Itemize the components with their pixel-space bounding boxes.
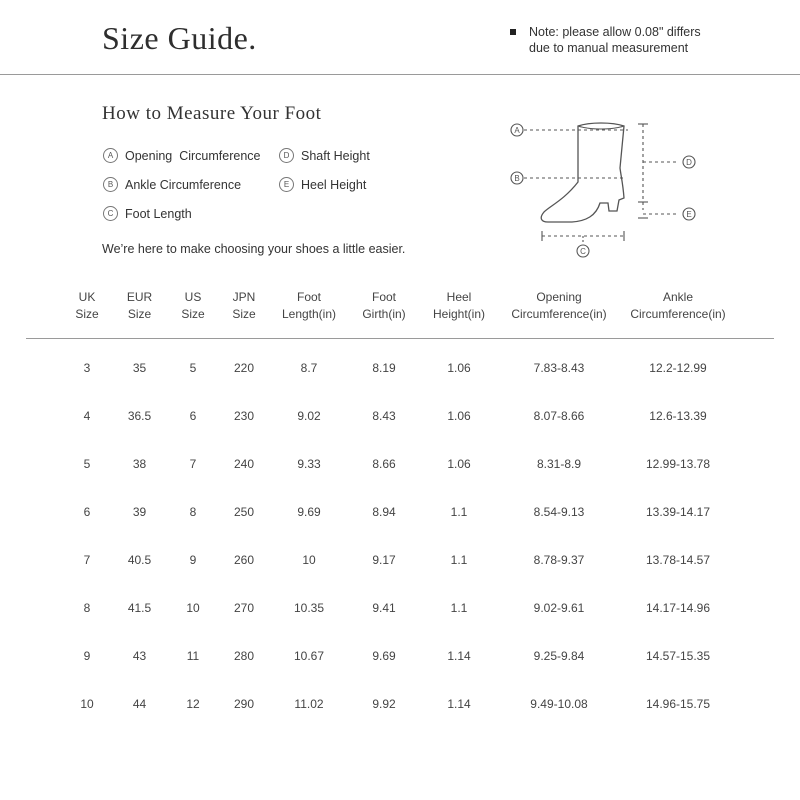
table-cell-heel-height: 1.06 [447,409,471,423]
table-row [62,440,737,488]
table-row [62,392,737,440]
table-cell-us-size: 10 [186,601,200,615]
table-cell-ankle-circumference: 14.57-15.35 [645,649,711,663]
table-cell-uk-size: 5 [83,457,91,471]
table-cell-foot-length: 9.69 [297,505,321,519]
table-cell-opening-circumference: 9.25-9.84 [533,649,585,663]
table-cell-foot-girth: 9.92 [372,697,396,711]
table-cell-heel-height: 1.06 [447,457,471,471]
table-cell-foot-length: 9.33 [297,457,321,471]
column-header-line: Girth(in) [362,307,406,321]
header-divider [0,74,800,75]
column-header-line: Length(in) [281,307,337,321]
table-cell-opening-circumference: 8.07-8.66 [533,409,585,423]
table-cell-jpn-size: 220 [233,361,255,375]
table-cell-jpn-size: 260 [233,553,255,567]
column-header-line: EUR [126,290,153,304]
legend-label: Opening Circumference [125,148,261,163]
table-cell-us-size: 11 [186,649,200,663]
legend-label: Heel Height [301,177,367,192]
table-row [62,336,737,392]
table-cell-opening-circumference: 7.83-8.43 [533,361,585,375]
column-header-line: Heel [446,290,472,304]
legend-item-heel [279,177,366,192]
table-cell-jpn-size: 230 [233,409,255,423]
table-cell-ankle-circumference: 14.96-15.75 [645,697,711,711]
table-cell-opening-circumference: 8.54-9.13 [533,505,585,519]
table-cell-uk-size: 8 [83,601,91,615]
table-cell-jpn-size: 240 [233,457,255,471]
table-cell-us-size: 6 [189,409,197,423]
table-cell-foot-length: 10 [302,553,316,567]
table-cell-uk-size: 3 [83,361,91,375]
table-cell-uk-size: 6 [83,505,91,519]
table-cell-opening-circumference: 9.49-10.08 [530,697,588,711]
table-cell-heel-height: 1.14 [447,649,471,663]
legend-letter-e: E [279,177,294,192]
note-line-2: due to manual measurement [529,41,689,55]
table-cell-uk-size: 7 [83,553,91,567]
table-cell-opening-circumference: 8.31-8.9 [536,457,582,471]
column-header-line: Size [75,307,99,321]
table-cell-uk-size: 9 [83,649,91,663]
table-cell-heel-height: 1.14 [447,697,471,711]
table-cell-foot-length: 10.35 [293,601,325,615]
column-header-line: Foot [296,290,321,304]
table-cell-ankle-circumference: 12.99-13.78 [645,457,711,471]
column-header-jpn-size [219,289,269,336]
table-cell-eur-size: 40.5 [127,553,152,567]
table-cell-foot-length: 8.7 [300,361,318,375]
table-header [62,289,737,336]
table-cell-foot-girth: 9.69 [372,649,396,663]
page-title: Size Guide. [102,20,257,56]
table-cell-foot-girth: 8.66 [372,457,396,471]
table-body [62,336,737,728]
table-cell-eur-size: 43 [132,649,147,663]
column-header-foot-length [269,289,349,336]
table-cell-heel-height: 1.1 [450,553,468,567]
legend-label: Foot Length [125,206,192,221]
column-header-line: JPN [232,290,256,304]
legend-letter-d: D [279,148,294,163]
table-cell-eur-size: 38 [132,457,147,471]
table-cell-jpn-size: 250 [233,505,255,519]
column-header-line: Size [127,307,152,321]
table-cell-foot-girth: 9.17 [372,553,396,567]
column-header-line: Circumference(in) [511,307,607,321]
table-row [62,632,737,680]
table-row [62,584,737,632]
size-table [62,289,737,728]
table-row [62,680,737,728]
table-cell-foot-girth: 8.43 [372,409,396,423]
table-cell-ankle-circumference: 14.17-14.96 [645,601,711,615]
column-header-heel-height [419,289,499,336]
table-cell-foot-girth: 9.41 [372,601,396,615]
column-header-foot-girth [349,289,419,336]
table-cell-ankle-circumference: 13.78-14.57 [645,553,711,567]
square-bullet-icon [510,29,516,35]
table-cell-heel-height: 1.1 [450,601,468,615]
table-cell-us-size: 5 [189,361,197,375]
table-cell-uk-size: 4 [83,409,91,423]
diagram-label-c: C [580,247,586,256]
column-header-line: Size [181,307,205,321]
measurement-note [510,24,770,56]
table-cell-jpn-size: 270 [233,601,255,615]
table-cell-ankle-circumference: 12.2-12.99 [649,361,707,375]
legend-item-foot-length [103,206,192,221]
legend-item-ankle [103,177,241,192]
table-cell-uk-size: 10 [80,697,94,711]
table-cell-opening-circumference: 8.78-9.37 [533,553,585,567]
diagram-label-a: A [514,126,520,135]
legend-label: Ankle Circumference [125,177,242,192]
header-row [62,289,737,336]
table-cell-ankle-circumference: 13.39-14.17 [645,505,711,519]
table-cell-us-size: 7 [189,457,197,471]
table-cell-foot-length: 10.67 [293,649,325,663]
table-row [62,536,737,584]
column-header-line: US [184,290,202,304]
column-header-line: Foot [371,290,396,304]
table-cell-heel-height: 1.1 [450,505,468,519]
column-header-line: Ankle [662,290,694,304]
column-header-opening-circumference [499,289,619,336]
section-title: How to Measure Your Foot [102,103,322,124]
table-row [62,488,737,536]
table-cell-foot-length: 11.02 [294,697,324,711]
table-cell-eur-size: 35 [132,361,147,375]
legend-letter-c: C [103,206,118,221]
column-header-uk-size [62,289,112,336]
tagline: We’re here to make choosing your shoes a little easier. [102,242,406,256]
table-cell-eur-size: 44 [132,697,147,711]
legend-label: Shaft Height [301,148,370,163]
table-cell-eur-size: 41.5 [127,601,152,615]
diagram-label-e: E [686,210,692,219]
column-header-line: Opening [536,290,582,304]
legend-item-shaft [279,148,370,163]
column-header-us-size [167,289,219,336]
column-header-ankle-circumference [619,289,737,336]
column-header-eur-size [112,289,167,336]
table-cell-jpn-size: 280 [233,649,255,663]
table-cell-opening-circumference: 9.02-9.61 [533,601,585,615]
boot-measurement-diagram [500,110,710,262]
table-cell-jpn-size: 290 [233,697,255,711]
column-header-line: Circumference(in) [630,307,726,321]
column-header-line: Size [232,307,256,321]
diagram-label-d: D [686,158,692,167]
table-cell-eur-size: 39 [132,505,147,519]
note-line-1: Note: please allow 0.08" differs [529,25,701,39]
table-cell-foot-girth: 8.94 [372,505,396,519]
legend-item-opening [103,148,260,163]
legend-letter-b: B [103,177,118,192]
table-cell-heel-height: 1.06 [447,361,471,375]
table-cell-foot-girth: 8.19 [372,361,396,375]
table-cell-us-size: 8 [189,505,197,519]
table-cell-foot-length: 9.02 [297,409,321,423]
table-cell-ankle-circumference: 12.6-13.39 [649,409,707,423]
table-cell-eur-size: 36.5 [127,409,152,423]
legend-letter-a: A [103,148,118,163]
diagram-label-b: B [514,174,520,183]
column-header-line: Height(in) [432,307,486,321]
table-cell-us-size: 12 [186,697,200,711]
table-cell-us-size: 9 [189,553,197,567]
column-header-line: UK [78,290,96,304]
